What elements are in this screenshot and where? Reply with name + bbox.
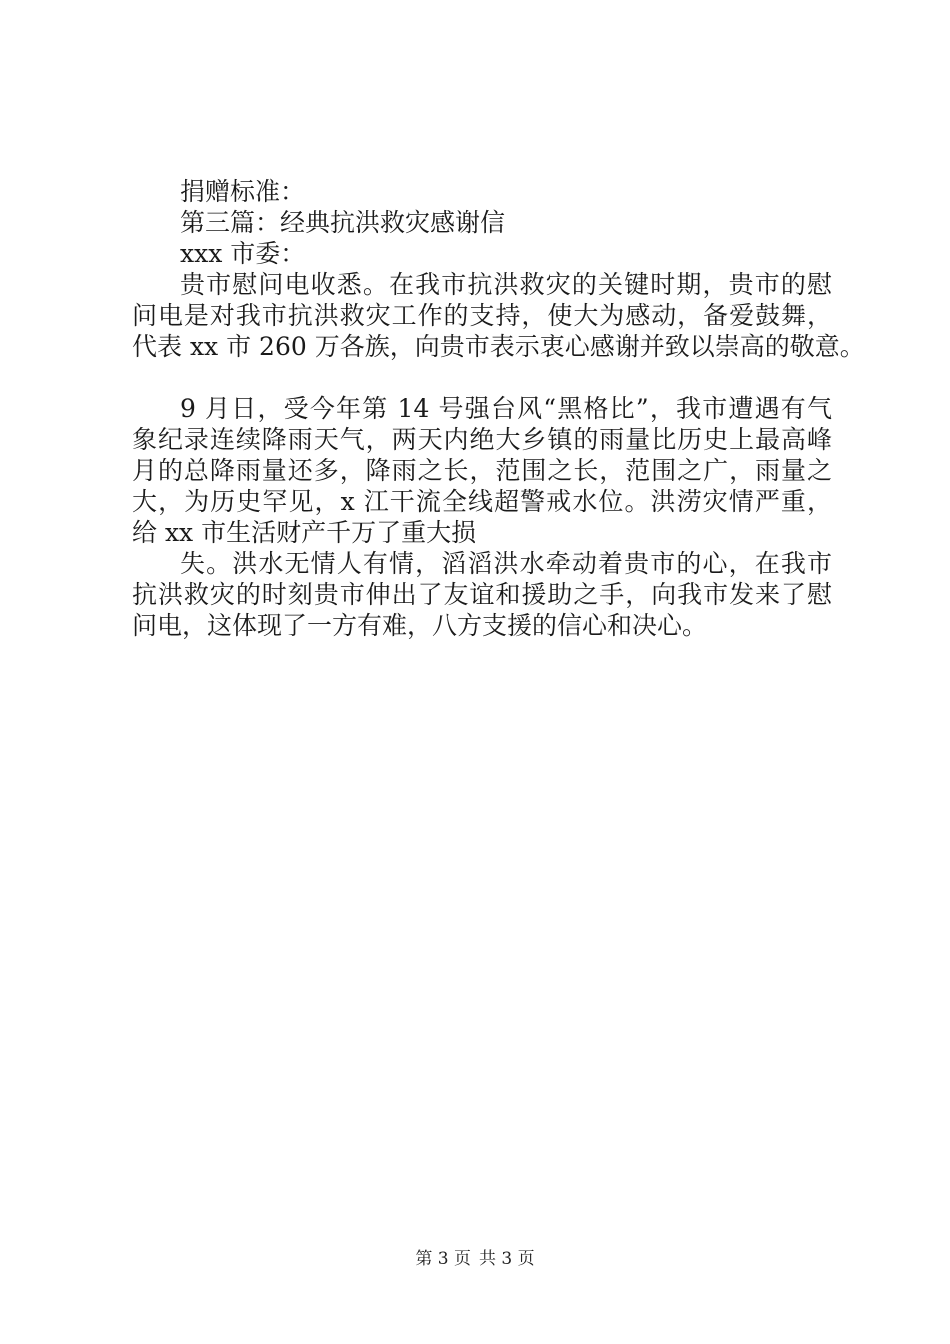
paragraph-line: 问电是对我市抗洪救灾工作的支持，使大为感动，备爱鼓舞， [132, 301, 832, 330]
document-body [132, 176, 865, 641]
paragraph-2 [132, 393, 832, 548]
paragraph-line: 问电，这体现了一方有难，八方支援的信心和决心。 [132, 611, 708, 640]
paragraph-line: 抗洪救灾的时刻贵市伸出了友谊和援助之手，向我市发来了慰 [132, 580, 832, 609]
paragraph-line: 9 月日，受今年第 14 号强台风“黑格比”，我市遭遇有气 [180, 394, 832, 423]
paragraph-line: 给 xx 市生活财产千万了重大损 [132, 518, 477, 547]
page-total: 共 3 页 [479, 1249, 535, 1269]
salutation: xxx 市委： [180, 239, 306, 268]
paragraph-line: 代表 xx 市 260 万各族，向贵市表示衷心感谢并致以崇高的敬意。 [132, 332, 865, 361]
paragraph-line: 月的总降雨量还多，降雨之长，范围之长，范围之广，雨量之 [132, 456, 832, 485]
paragraph-line: 象纪录连续降雨天气，两天内绝大乡镇的雨量比历史上最高峰 [132, 425, 832, 454]
paragraph-3 [132, 548, 832, 641]
heading-line: 捐赠标准： [180, 177, 306, 206]
paragraph-gap [132, 362, 832, 393]
paragraph-line: 失。洪水无情人有情，滔滔洪水牵动着贵市的心，在我市 [180, 549, 832, 578]
paragraph-line: 贵市慰问电收悉。在我市抗洪救灾的关键时期，贵市的慰 [180, 270, 832, 299]
section-title: 第三篇：经典抗洪救灾感谢信 [180, 208, 506, 237]
paragraph-1 [132, 269, 865, 362]
page-footer [0, 1244, 950, 1269]
paragraph-line: 大，为历史罕见，x 江干流全线超警戒水位。洪涝灾情严重， [132, 487, 832, 516]
page-number: 第 3 页 [415, 1249, 471, 1269]
